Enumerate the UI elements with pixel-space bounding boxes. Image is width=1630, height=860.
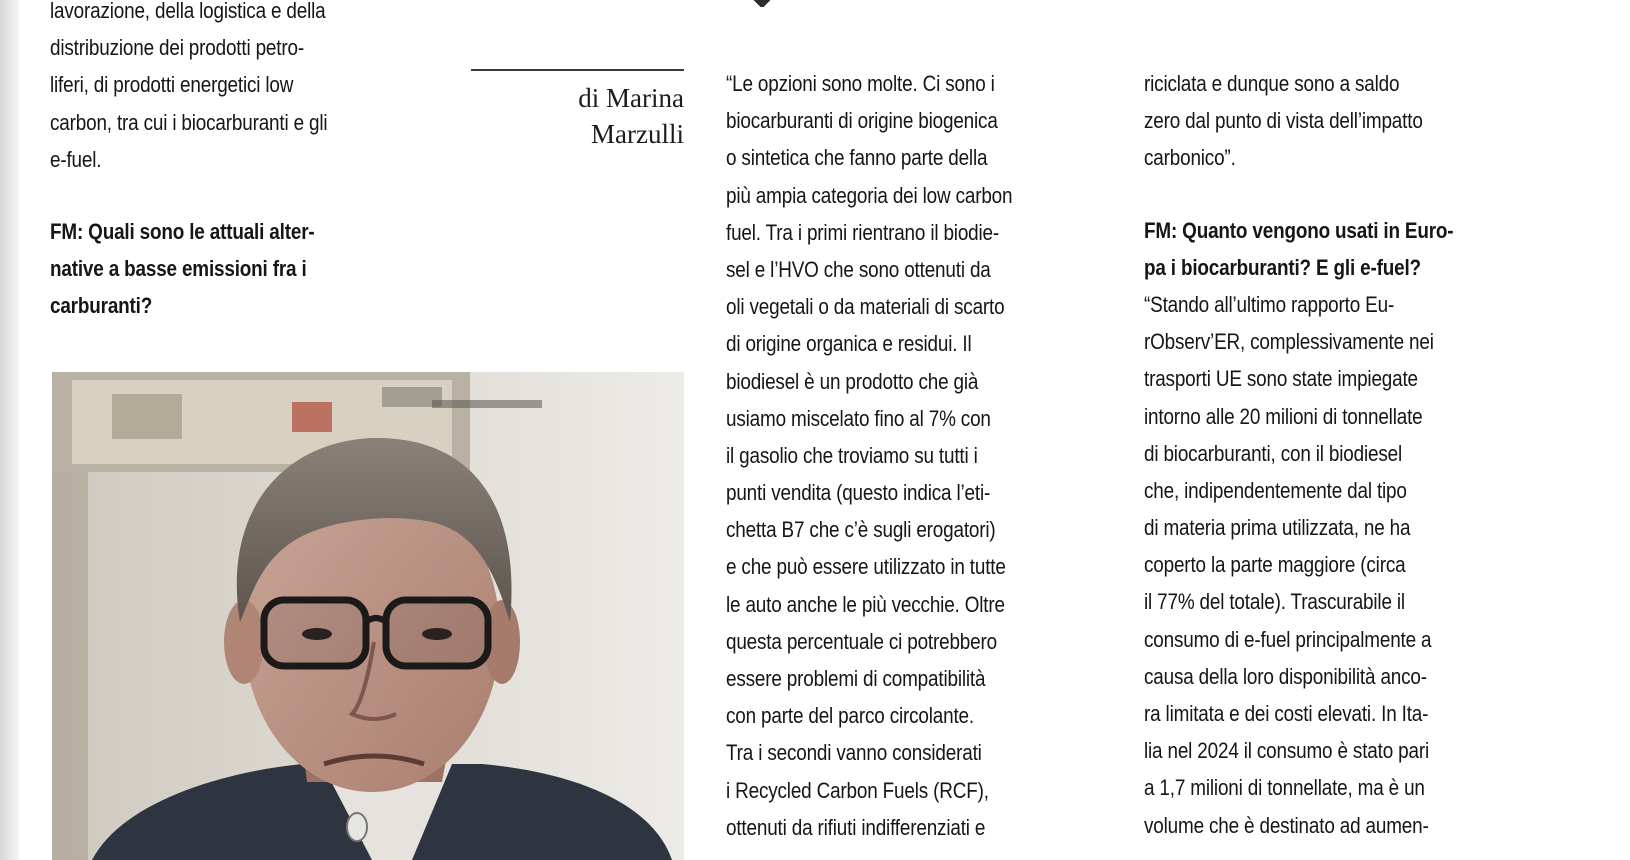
text-line: intorno alle 20 milioni di tonnellate [1144, 403, 1423, 429]
text-line: zero dal punto di vista dell’impatto [1144, 108, 1423, 134]
column-3 [726, 65, 1012, 846]
text-line: chetta B7 che c’è sugli erogatori) [726, 517, 996, 543]
column-4 [1144, 65, 1453, 844]
portrait-photo [52, 372, 684, 860]
text-line: biocarburanti di origine biogenica [726, 108, 998, 134]
text-line: “Le opzioni sono molte. Ci sono i [726, 71, 995, 96]
question-line: native a basse emissioni fra i [50, 256, 307, 282]
text-line: di biocarburanti, con il biodiesel [1144, 440, 1402, 466]
text-line: e che può essere utilizzato in tutte [726, 554, 1006, 580]
page-gutter-shadow [0, 0, 19, 860]
text-line: carbon, tra cui i biocarburanti e gli [50, 109, 328, 135]
text-line: il 77% del totale). Trascurabile il [1144, 589, 1405, 615]
text-line: di origine organica e residui. Il [726, 331, 972, 357]
text-line: oli vegetali o da materiali di scarto [726, 294, 1005, 320]
text-line: Tra i secondi vanno considerati [726, 740, 982, 766]
text-line: che, indipendentemente dal tipo [1144, 477, 1407, 503]
text-line: ottenuti da rifiuti indifferenziati e [726, 814, 986, 840]
text-line: causa della loro disponibilità anco- [1144, 663, 1427, 689]
byline [578, 80, 684, 152]
byline-rule [471, 69, 684, 71]
text-line: essere problemi di compatibilità [726, 666, 986, 691]
text-line: le auto anche le più vecchie. Oltre [726, 591, 1005, 617]
question-line: carburanti? [50, 293, 153, 319]
text-line: distribuzione dei prodotti petro- [50, 35, 304, 61]
text-line: a 1,7 milioni di tonnellate, ma è un [1144, 775, 1425, 801]
top-accent-mark [744, 0, 778, 7]
text-line: e-fuel. [50, 146, 102, 172]
text-line: liferi, di prodotti energetici low [50, 72, 294, 98]
text-line: rObserv’ER, complessivamente nei [1144, 329, 1434, 355]
text-line: volume che è destinato ad aumen- [1144, 812, 1429, 838]
text-line: coperto la parte maggiore (circa [1144, 552, 1406, 578]
text-line: i Recycled Carbon Fuels (RCF), [726, 777, 989, 803]
text-line: con parte del parco circolante. [726, 703, 974, 729]
text-line: fuel. Tra i primi rientrano il biodie- [726, 219, 1000, 245]
text-line: ra limitata e dei costi elevati. In Ita- [1144, 701, 1429, 726]
text-line: sel e l’HVO che sono ottenuti da [726, 256, 991, 282]
text-line: più ampia categoria dei low carbon [726, 182, 1013, 208]
text-line: di materia prima utilizzata, ne ha [1144, 515, 1411, 541]
text-line: usiamo miscelato fino al 7% con [726, 405, 991, 431]
text-line: trasporti UE sono state impiegate [1144, 366, 1418, 392]
byline-line: di Marina [578, 83, 684, 113]
column-1 [50, 0, 327, 325]
question-line: FM: Quali sono le attuali alter- [50, 218, 315, 244]
text-line: punti vendita (questo indica l’eti- [726, 480, 991, 506]
portrait-illustration [52, 372, 684, 860]
text-line: il gasolio che troviamo su tutti i [726, 442, 978, 468]
question-line: pa i biocarburanti? E gli e-fuel? [1144, 254, 1421, 280]
text-line: riciclata e dunque sono a saldo [1144, 71, 1400, 96]
byline-line: Marzulli [591, 119, 684, 149]
text-line: “Stando all’ultimo rapporto Eu- [1144, 291, 1395, 317]
text-line: biodiesel è un prodotto che già [726, 368, 979, 394]
text-line: lavorazione, della logistica e della [50, 0, 326, 23]
text-line: questa percentuale ci potrebbero [726, 628, 997, 654]
text-line: carbonico”. [1144, 145, 1236, 171]
text-line: lia nel 2024 il consumo è stato pari [1144, 738, 1429, 764]
text-line: o sintetica che fanno parte della [726, 145, 988, 171]
text-line: consumo di e-fuel principalmente a [1144, 626, 1432, 652]
question-line: FM: Quanto vengono usati in Euro- [1144, 217, 1454, 243]
